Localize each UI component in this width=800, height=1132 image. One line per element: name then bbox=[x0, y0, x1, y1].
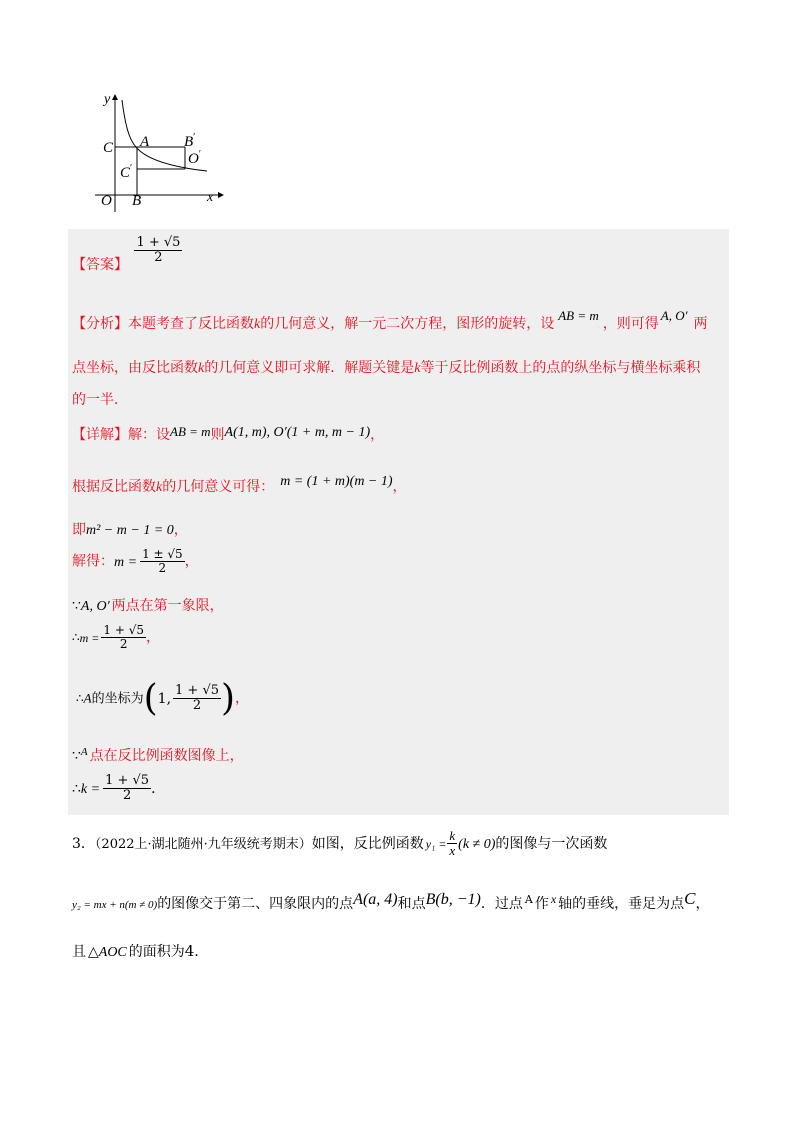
analysis-k-2: k bbox=[198, 361, 205, 376]
detail-tag: 【详解】 bbox=[72, 427, 128, 443]
problem-text-8: ， bbox=[695, 896, 710, 912]
detail-comma-1: ， bbox=[370, 427, 385, 443]
detail-line-5 bbox=[72, 595, 224, 615]
label-o: O bbox=[101, 193, 112, 209]
problem-k-over-x bbox=[447, 829, 457, 859]
detail-comma-4: ， bbox=[184, 553, 199, 570]
left-paren: ( bbox=[143, 678, 158, 719]
analysis-k: k bbox=[254, 317, 261, 332]
label-x: x bbox=[207, 190, 214, 205]
problem-line-1 bbox=[72, 829, 607, 859]
problem-c-label: C bbox=[684, 889, 696, 908]
detail-text-8: 点在反比例函数图像上， bbox=[89, 748, 244, 764]
analysis-text-1d: 两 bbox=[693, 316, 708, 332]
detail-text-7: 的坐标为 bbox=[91, 691, 144, 707]
detail-coord-num: 1 + √5 bbox=[175, 682, 219, 698]
analysis-line-3 bbox=[72, 389, 128, 409]
detail-k-num: 1 + √5 bbox=[105, 773, 150, 788]
detail-comma-6: ， bbox=[146, 629, 161, 646]
analysis-text-1b: 的几何意义，解一元二次方程，图形的旋转，设 bbox=[260, 316, 555, 332]
detail-text-3a: 即 bbox=[72, 522, 86, 538]
problem-condition-1: (k ≠ 0) bbox=[458, 836, 496, 852]
detail-a-label: A bbox=[83, 690, 92, 706]
problem-text-3: 的图像交于第二、四象限内的点 bbox=[157, 896, 354, 912]
detail-k: k bbox=[156, 480, 163, 495]
detail-m-eq-2: m = bbox=[79, 630, 100, 645]
label-o-prime: O′ bbox=[188, 149, 202, 167]
problem-point-a: A(a, 4) bbox=[353, 891, 398, 908]
analysis-text-1c: ，则可得 bbox=[602, 316, 659, 332]
detail-comma-7: ， bbox=[235, 690, 250, 707]
therefore-symbol-3: ∴ bbox=[72, 780, 81, 797]
therefore-symbol-2: ∴ bbox=[76, 691, 84, 706]
problem-line-3 bbox=[72, 941, 208, 961]
detail-line-1 bbox=[72, 424, 384, 444]
x-axis-arrow bbox=[218, 192, 224, 198]
detail-m-eq: m = bbox=[114, 554, 138, 570]
analysis-line-1 bbox=[72, 308, 708, 333]
problem-number: 3． bbox=[72, 835, 95, 852]
problem-x-label: x bbox=[550, 892, 557, 906]
problem-text-6: 作 bbox=[534, 896, 549, 912]
analysis-ab-eq-m: AB = m bbox=[558, 308, 599, 323]
problem-line-2 bbox=[72, 889, 710, 913]
label-b: B bbox=[132, 193, 142, 209]
detail-k-eq: k = bbox=[80, 781, 101, 797]
detail-root-num: 1 ± √5 bbox=[142, 547, 183, 561]
problem-text-2: 的图像与一次函数 bbox=[495, 835, 608, 852]
label-c: C bbox=[103, 140, 114, 156]
detail-m-den: 2 bbox=[119, 637, 128, 652]
analysis-text-2c: 等于反比例函数上的点的纵坐标与横坐标乘积 bbox=[420, 360, 701, 376]
detail-ab-eq-m: AB = m bbox=[170, 424, 211, 439]
detail-text-2b: 的几何意义可得： bbox=[162, 479, 275, 495]
problem-triangle: △AOC bbox=[88, 945, 127, 960]
problem-y1: y₁ = bbox=[425, 836, 447, 851]
therefore-symbol: ∴ bbox=[72, 630, 80, 645]
detail-line-6 bbox=[72, 624, 160, 651]
answer-fraction bbox=[134, 236, 182, 266]
problem-frac-num: k bbox=[449, 828, 456, 843]
detail-line-9 bbox=[72, 774, 165, 804]
detail-text-5: 两点在第一象限， bbox=[111, 598, 224, 614]
analysis-text-2b: 的几何意义即可求解．解题关键是 bbox=[204, 360, 415, 376]
problem-source: （2022上·湖北随州·九年级统考期末） bbox=[94, 836, 312, 852]
detail-one: 1, bbox=[157, 690, 172, 707]
detail-coord-fraction bbox=[173, 684, 221, 714]
problem-text-11: ． bbox=[194, 944, 209, 960]
detail-comma-3: ， bbox=[173, 522, 188, 538]
detail-m-fraction bbox=[101, 624, 146, 651]
problem-y2: y₂ = mx + n(m ≠ 0) bbox=[72, 899, 158, 911]
problem-text-1: 如图，反比例函数 bbox=[311, 835, 424, 852]
label-b-prime: B′ bbox=[184, 132, 196, 150]
problem-text-7: 轴的垂线，垂足为点 bbox=[558, 896, 685, 912]
detail-equation-2: m² − m − 1 = 0 bbox=[86, 523, 174, 538]
answer-denominator: 2 bbox=[154, 250, 163, 266]
answer-numerator: 1 + √5 bbox=[136, 235, 181, 250]
analysis-text-1a: 本题考查了反比函数 bbox=[128, 316, 254, 332]
detail-line-8 bbox=[72, 745, 244, 765]
detail-coord-den: 2 bbox=[192, 698, 202, 713]
answer-tag: 【答案】 bbox=[72, 256, 128, 273]
because-symbol: ∵ bbox=[72, 598, 81, 614]
detail-comma-2: ， bbox=[392, 479, 407, 495]
detail-root-fraction bbox=[140, 548, 185, 575]
analysis-points: A, O′ bbox=[660, 308, 688, 323]
detail-text-1a: 解：设 bbox=[128, 427, 170, 443]
detail-coordinates: A(1, m), O′(1 + m, m − 1) bbox=[224, 425, 371, 440]
detail-text-1b: 则 bbox=[210, 427, 225, 443]
problem-text-9: 且 bbox=[72, 944, 86, 960]
detail-line-4 bbox=[72, 548, 199, 575]
detail-equation-1: m = (1 + m)(m − 1) bbox=[280, 474, 393, 489]
because-symbol-2: ∵ bbox=[72, 748, 81, 764]
analysis-line-2 bbox=[72, 357, 700, 377]
problem-frac-den: x bbox=[449, 843, 456, 859]
analysis-text-2a: 点坐标，由反比函数 bbox=[72, 360, 198, 376]
problem-text-5: ．过点 bbox=[480, 896, 523, 912]
detail-text-4a: 解得： bbox=[72, 553, 114, 570]
detail-root-den: 2 bbox=[158, 561, 167, 576]
detail-a-label-2: A bbox=[80, 746, 88, 758]
hyperbola-figure bbox=[95, 92, 225, 214]
detail-k-fraction bbox=[103, 774, 151, 804]
label-y: y bbox=[104, 92, 111, 107]
analysis-k-3: k bbox=[414, 361, 421, 376]
y-axis-arrow bbox=[112, 94, 118, 100]
label-a: A bbox=[140, 134, 150, 150]
detail-period-9: ． bbox=[151, 780, 166, 797]
answer-line bbox=[72, 235, 182, 273]
problem-area-value: 4 bbox=[184, 942, 195, 960]
analysis-tag: 【分析】 bbox=[72, 316, 128, 332]
problem-point-b: B(b, −1) bbox=[425, 891, 481, 908]
problem-a-label: A bbox=[524, 893, 533, 906]
problem-text-4: 和点 bbox=[397, 896, 426, 912]
right-paren: ) bbox=[221, 678, 236, 719]
detail-line-3 bbox=[72, 519, 188, 539]
problem-text-10: 的面积为 bbox=[128, 944, 185, 960]
detail-m-num: 1 + √5 bbox=[103, 623, 145, 637]
detail-points: A, O′ bbox=[80, 599, 110, 614]
label-c-prime: C′ bbox=[120, 163, 133, 181]
detail-k-den: 2 bbox=[122, 788, 132, 804]
detail-line-7 bbox=[76, 678, 249, 719]
analysis-text-3: 的一半． bbox=[72, 392, 128, 408]
detail-text-2a: 根据反比函数 bbox=[72, 479, 156, 495]
detail-line-2 bbox=[72, 476, 407, 496]
